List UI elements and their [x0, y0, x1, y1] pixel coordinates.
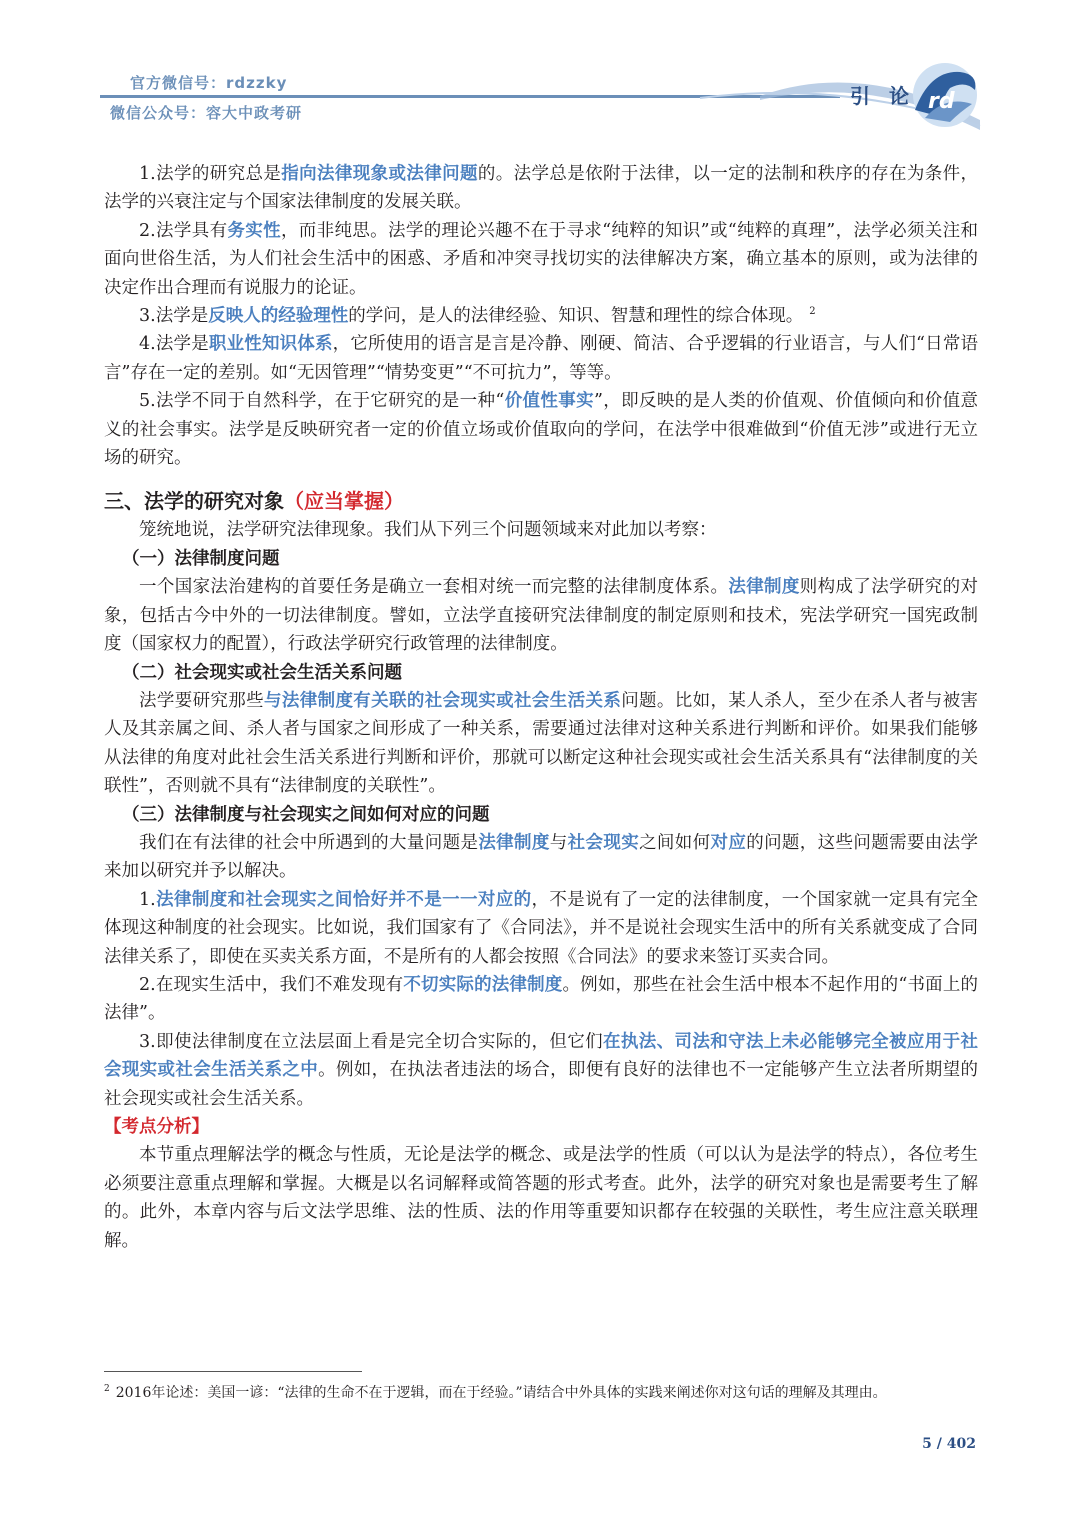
chapter-title: 引 论 [850, 84, 915, 108]
subsection-3-point-3: 3.即使法律制度在立法层面上看是完全切合实际的，但它们在执法、司法和守法上未必能够完全被应用于社会现实或社会生活关系之中。例如，在执法者违法的场合，即便有良好的法律也不一定能够产生立法者所期望的社会现实或社会生活关系。 [104, 1031, 979, 1109]
footnote-ref[interactable]: 2 [809, 306, 816, 318]
subsection-1-heading: （一）法律制度问题 [122, 548, 280, 569]
point-1: 1.法学的研究总是指向法律现象或法律问题的。法学总是依附于法律，以一定的法制和秩序的存在为条件，法学的兴衰注定与个国家法律制度的发展关联。 [104, 164, 979, 213]
footnote-text: 2016年论述：美国一谚：“法律的生命不在于逻辑，而在于经验。”请结合中外具体的实践来阐述你对这句话的理解及其理由。 [115, 1385, 887, 1401]
footnote-divider [104, 1371, 362, 1372]
subsection-3-point-2: 2.在现实生活中，我们不难发现有不切实际的法律制度。例如，那些在社会生活中根本不起作用的“书面上的法律”。 [104, 974, 978, 1024]
footnote-mark: 2 [104, 1384, 110, 1395]
subsection-3-heading: （三）法律制度与社会现实之间如何对应的问题 [122, 804, 490, 825]
footnote [104, 1382, 978, 1404]
wechat-public-account: 微信公众号：容大中政考研 [110, 104, 303, 122]
subsection-2-text: 法学要研究那些与法律制度有关联的社会现实或社会生活关系问题。比如，某人杀人，至少在杀人者与被害人及其亲属之间、杀人者与国家之间形成了一种关系，需要通过法律对这种关系进行判断和评价。如果我们能够从法律的角度对此社会生活关系进行判断和评价，那就可以断定这种社会现实或社会生活关系具有“法律制度的关联性”，否则就不具有“法律制度的关联性”。 [104, 690, 979, 797]
point-4: 4.法学是职业性知识体系，它所使用的语言是言是冷静、刚硬、简洁、合乎逻辑的行业语言，与人们“日常语言”存在一定的差别。如“无因管理”“情势变更”“不可抗力”，等等。 [104, 334, 979, 383]
section-3-heading: 三、法学的研究对象（应当掌握） [104, 489, 404, 514]
point-5: 5.法学不同于自然科学，在于它研究的是一种“价值性事实”，即反映的是人类的价值观、价值倾向和价值意义的社会事实。法学是反映研究者一定的价值立场或价值取向的学问，在法学中很难做到“价值无涉”或进行无立场的研究。 [104, 391, 978, 469]
subsection-1-text: 一个国家法治建构的首要任务是确立一套相对统一而完整的法律制度体系。法律制度则构成了法学研究的对象，包括古今中外的一切法律制度。譬如，立法学直接研究法律制度的制定原则和技术，宪法学研究一国宪政制度（国家权力的配置），行政法学研究行政管理的法律制度。 [104, 577, 979, 655]
section-3-tag: （应当掌握） [284, 489, 404, 514]
analysis-heading: 【考点分析】 [104, 1117, 209, 1137]
analysis-text: 本节重点理解法学的概念与性质，无论是法学的概念、或是法学的性质（可以认为是法学的特点），各位考生必须要注意重点理解和掌握。大概是以名词解释或简答题的形式考查。此外，法学的研究对象也是需要考生了解的。此外，本章内容与后文法学思维、法的性质、法的作用等重要知识都存在较强的关联性，考生应注意关联理解。 [104, 1145, 978, 1251]
subsection-2-heading: （二）社会现实或社会生活关系问题 [122, 662, 402, 683]
section-3-intro: 笼统地说，法学研究法律现象。我们从下列三个问题领域来对此加以考察： [139, 520, 717, 541]
subsection-3-intro: 我们在有法律的社会中所遇到的大量问题是法律制度与社会现实之间如何对应的问题，这些问题需要由法学来加以研究并予以解决。 [104, 832, 979, 882]
point-2: 2.法学具有务实性，而非纯思。法学的理论兴趣不在于寻求“纯粹的知识”或“纯粹的真理”，法学必须关注和面向世俗生活，为人们社会生活中的困惑、矛盾和冲突寻找切实的法律解决方案，确立基本的原则，或为法律的决定作出合理而有说服力的论证。 [104, 220, 978, 298]
page-number: 5 / 402 [922, 1436, 976, 1452]
official-wechat-id: 官方微信号：rdzzky [130, 74, 288, 92]
svg-text:rd: rd [928, 89, 955, 114]
subsection-3-point-1: 1.法律制度和社会现实之间恰好并不是一一对应的，不是说有了一定的法律制度，一个国家就一定具有完全体现这种制度的社会现实。比如说，我们国家有了《合同法》，并不是说社会现实生活中的所有关系就变成了合同法律关系了，即使在买卖关系方面，不是所有的人都会按照《合同法》的要求来签订买卖合同。 [104, 889, 979, 967]
main-content [104, 160, 978, 1255]
point-3: 3.法学是反映人的经验理性的学问，是人的法律经验、知识、智慧和理性的综合体现。 $^2$ [139, 306, 816, 327]
page-header [0, 0, 1080, 140]
